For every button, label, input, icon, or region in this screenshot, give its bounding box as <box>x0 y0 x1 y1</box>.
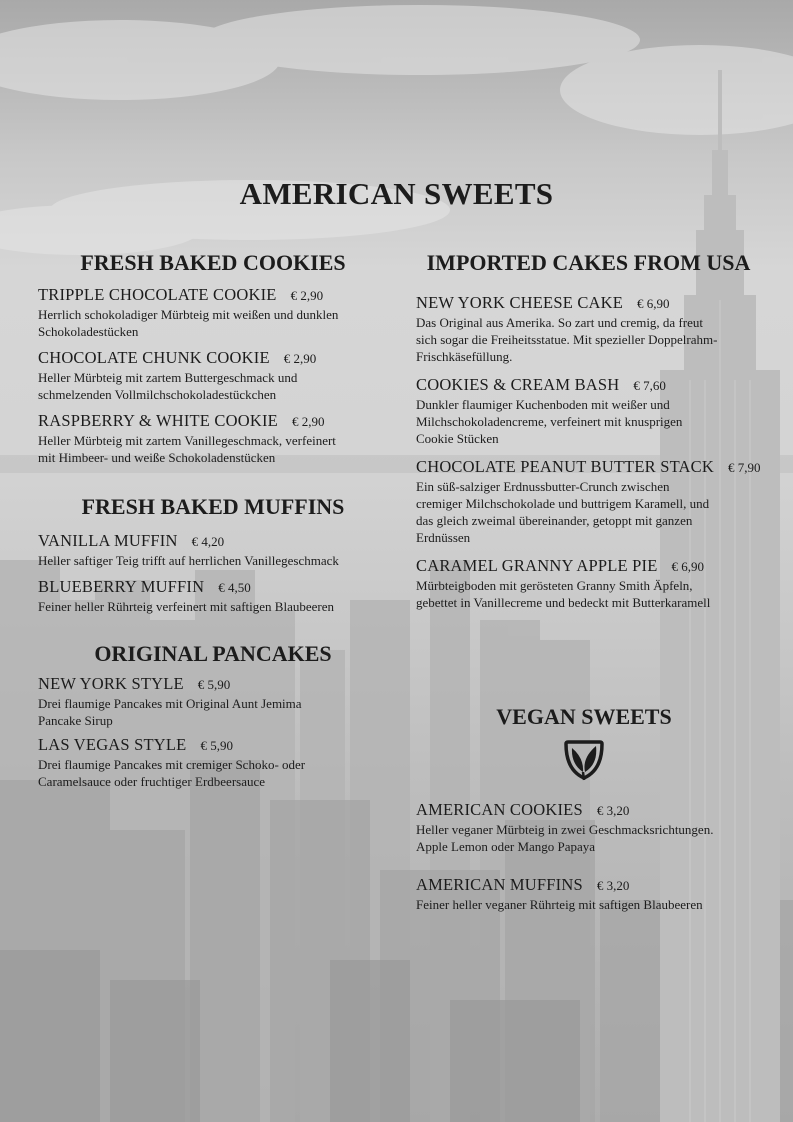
page-title: AMERICAN SWEETS <box>239 176 554 211</box>
item-description: Frischkäsefüllung. <box>416 349 513 364</box>
menu-item <box>416 293 761 365</box>
item-name: CHOCOLATE PEANUT BUTTER STACK <box>416 457 714 476</box>
menu-item <box>38 285 388 340</box>
item-price: € 3,20 <box>596 878 630 893</box>
section-title: FRESH BAKED MUFFINS <box>81 494 345 519</box>
item-price: € 7,90 <box>727 460 761 475</box>
item-description: Apple Lemon oder Mango Papaya <box>416 839 596 854</box>
item-description: Pancake Sirup <box>38 713 113 728</box>
menu-item <box>416 875 752 913</box>
item-name: RASPBERRY & WHITE COOKIE <box>38 411 278 430</box>
section-pancakes <box>38 641 388 790</box>
item-description: Mürbteigboden mit gerösteten Granny Smith Äpfeln, <box>416 578 693 593</box>
item-name: CARAMEL GRANNY APPLE PIE <box>416 556 658 575</box>
item-description: Caramelsauce oder fruchtiger Erdbeersauce <box>38 774 266 789</box>
item-description: cremiger Milchschokolade und buttrigem Karamell, und <box>416 496 710 511</box>
vegan-leaves-icon <box>562 736 606 782</box>
item-price: € 3,20 <box>596 803 630 818</box>
item-description: Feiner heller veganer Rührteig mit saftigen Blaubeeren <box>416 897 703 912</box>
item-description: Dunkler flaumiger Kuchenboden mit weißer und <box>416 397 670 412</box>
item-name: TRIPPLE CHOCOLATE COOKIE <box>38 285 277 304</box>
item-name: AMERICAN MUFFINS <box>416 875 583 894</box>
item-price: € 6,90 <box>671 559 704 574</box>
item-description: Heller Mürbteig mit zartem Buttergeschmack und <box>38 370 298 385</box>
item-description: Heller veganer Mürbteig in zwei Geschmacksrichtungen. <box>416 822 714 837</box>
item-description: Milchschokoladencreme, verfeinert mit knusprigen <box>416 414 683 429</box>
item-description: Erdnüssen <box>416 530 471 545</box>
item-description: gebettet in Vanillecreme und bedeckt mit Butterkaramell <box>416 595 711 610</box>
section-title: ORIGINAL PANCAKES <box>94 641 332 666</box>
item-price: € 5,90 <box>197 677 231 692</box>
menu-item <box>416 375 761 447</box>
item-price: € 4,20 <box>191 534 225 549</box>
item-name: AMERICAN COOKIES <box>416 800 583 819</box>
item-price: € 4,50 <box>218 580 251 595</box>
item-description: das gleich zweimal übereinander, getoppt mit ganzen <box>416 513 693 528</box>
menu-item <box>416 800 752 855</box>
item-name: NEW YORK CHEESE CAKE <box>416 293 624 312</box>
item-name: NEW YORK STYLE <box>38 674 184 693</box>
item-description: mit Himbeer- und weiße Schokoladenstücken <box>38 450 276 465</box>
section-title: IMPORTED CAKES FROM USA <box>426 250 751 275</box>
menu-item <box>416 556 761 611</box>
item-description: Cookie Stücken <box>416 431 499 446</box>
item-description: sich sogar die Freiheitsstatue. Mit spezieller Doppelrahm- <box>416 332 718 347</box>
menu-item <box>38 531 388 569</box>
section-vegan <box>416 704 752 913</box>
menu-item <box>38 735 388 790</box>
item-description: schmelzenden Vollmilchschokoladestückchen <box>38 387 277 402</box>
menu-item <box>38 348 388 403</box>
menu-item <box>38 411 388 466</box>
item-price: € 6,90 <box>637 296 670 311</box>
item-price: € 5,90 <box>200 738 233 753</box>
item-name: BLUEBERRY MUFFIN <box>38 577 205 596</box>
item-price: € 2,90 <box>283 351 317 366</box>
item-name: COOKIES & CREAM BASH <box>416 375 620 394</box>
menu-item <box>38 577 388 615</box>
item-name: CHOCOLATE CHUNK COOKIE <box>38 348 270 367</box>
section-cookies <box>38 250 388 466</box>
item-price: € 2,90 <box>291 414 325 429</box>
item-description: Drei flaumige Pancakes mit Original Aunt Jemima <box>38 696 302 711</box>
item-price: € 2,90 <box>290 288 324 303</box>
item-price: € 7,60 <box>633 378 666 393</box>
item-description: Schokoladestücken <box>38 324 139 339</box>
section-title: FRESH BAKED COOKIES <box>80 250 346 275</box>
item-description: Herrlich schokoladiger Mürbteig mit weißen und dunklen <box>38 307 339 322</box>
item-description: Drei flaumige Pancakes mit cremiger Schoko- oder <box>38 757 306 772</box>
item-name: VANILLA MUFFIN <box>38 531 178 550</box>
section-muffins <box>38 494 388 615</box>
item-description: Ein süß-salziger Erdnussbutter-Crunch zwischen <box>416 479 670 494</box>
item-description: Heller Mürbteig mit zartem Vanillegeschmack, verfeinert <box>38 433 336 448</box>
item-description: Feiner heller Rührteig verfeinert mit saftigen Blaubeeren <box>38 599 334 614</box>
item-name: LAS VEGAS STYLE <box>38 735 187 754</box>
item-description: Heller saftiger Teig trifft auf herrlichen Vanillegeschmack <box>38 553 339 568</box>
section-cakes <box>416 250 761 611</box>
section-title: VEGAN SWEETS <box>496 704 672 729</box>
menu-item <box>416 457 761 546</box>
item-description: Das Original aus Amerika. So zart und cremig, da freut <box>416 315 703 330</box>
menu-item <box>38 674 388 729</box>
